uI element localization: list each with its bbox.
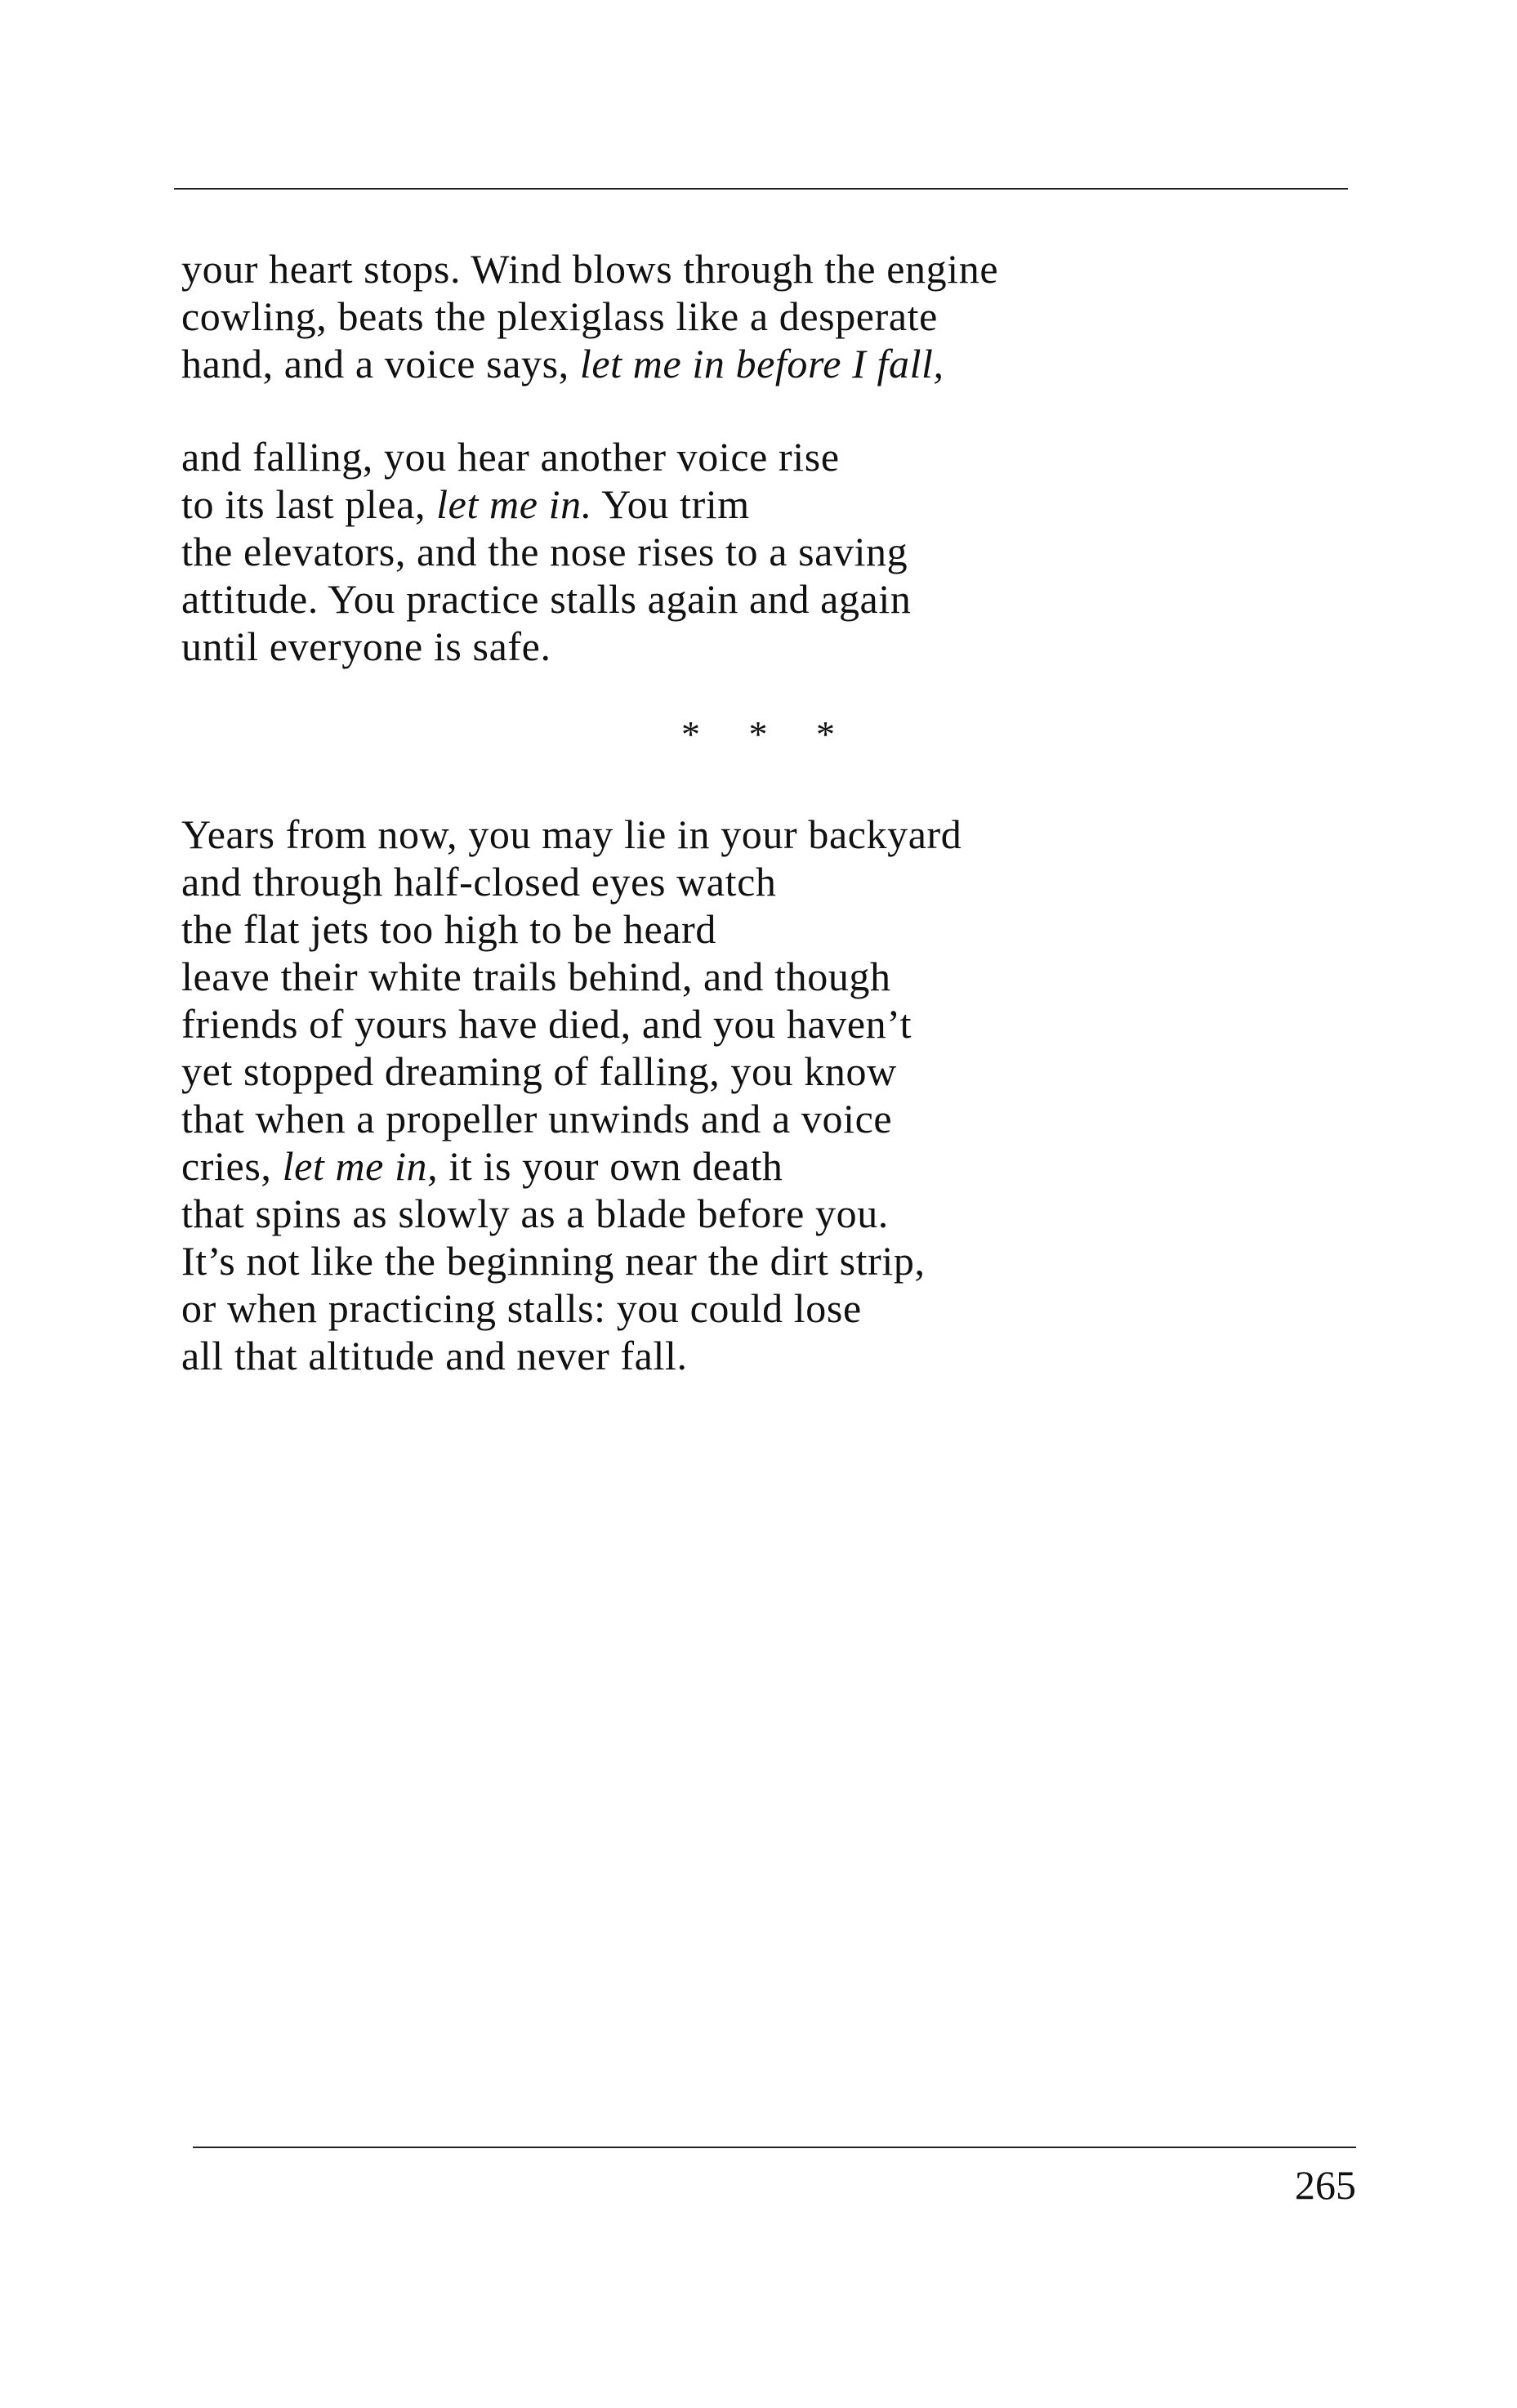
poem-line: all that altitude and never fall. [181, 1333, 688, 1378]
poem-line: and through half-closed eyes watch [181, 859, 777, 905]
bottom-rule [193, 2147, 1356, 2148]
italic-phrase: let me in, [282, 1143, 439, 1189]
poem-line: that when a propeller unwinds and a voice [181, 1096, 893, 1141]
poem-line: the flat jets too high to be heard [181, 906, 716, 952]
poem-line: cries, let me in, it is your own death [181, 1143, 783, 1189]
page-number: 265 [1295, 2162, 1356, 2208]
poem-line: until everyone is safe. [181, 623, 551, 669]
poem-line: hand, and a voice says, let me in before I fall, [181, 341, 944, 386]
poem-line: yet stopped dreaming of falling, you know [181, 1048, 897, 1094]
italic-phrase: let me in before I fall, [579, 341, 944, 386]
stanza-3 [181, 811, 1341, 1379]
top-rule [174, 188, 1348, 190]
poem-line: or when practicing stalls: you could lose [181, 1285, 862, 1331]
poem-line: that spins as slowly as a blade before you. [181, 1191, 889, 1236]
poem-body [181, 245, 1341, 1379]
italic-phrase: let me in. [436, 481, 592, 527]
poem-line: cowling, beats the plexiglass like a desperate [181, 293, 938, 339]
poem-line: attitude. You practice stalls again and again [181, 576, 912, 622]
section-break: * * * [681, 713, 854, 755]
stanza-1 [181, 245, 1341, 387]
poem-line: Years from now, you may lie in your backyard [181, 811, 962, 857]
poem-line: It’s not like the beginning near the dirt strip, [181, 1238, 926, 1284]
poem-line: the elevators, and the nose rises to a saving [181, 529, 908, 574]
poem-line: leave their white trails behind, and though [181, 954, 891, 999]
poem-line: and falling, you hear another voice rise [181, 434, 840, 480]
poem-line: friends of yours have died, and you haven’t [181, 1001, 912, 1047]
poem-line: your heart stops. Wind blows through the engine [181, 246, 999, 292]
poem-line: to its last plea, let me in. You trim [181, 481, 750, 527]
stanza-2 [181, 433, 1341, 670]
